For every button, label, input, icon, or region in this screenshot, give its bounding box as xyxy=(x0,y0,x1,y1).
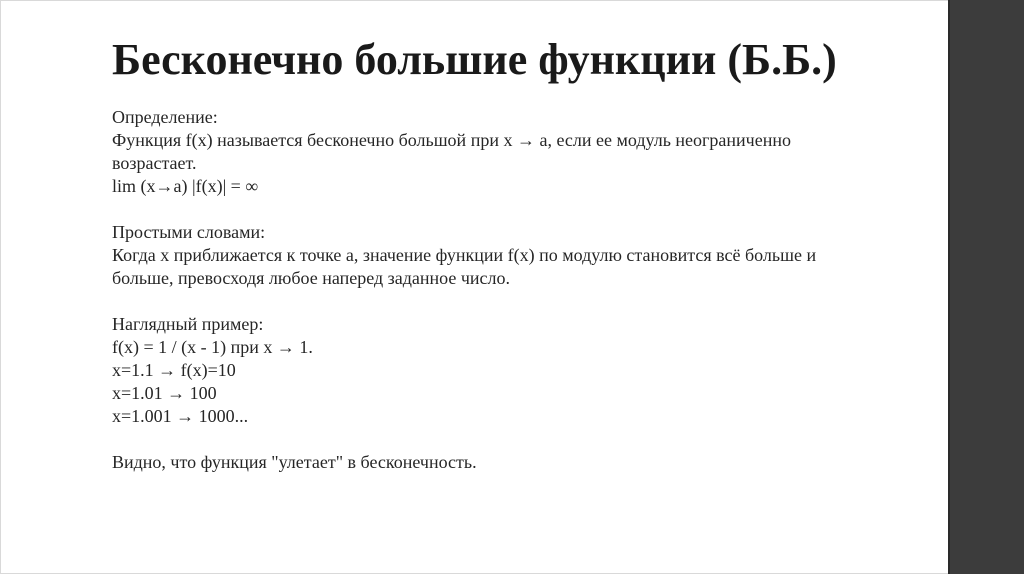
definition-formula: lim (x→a) |f(x)| = ∞ xyxy=(112,176,259,196)
slide-border-top xyxy=(0,0,950,1)
side-bar xyxy=(950,0,1024,574)
simple-heading: Простыми словами: xyxy=(112,222,266,242)
conclusion-text: Видно, что функция "улетает" в бесконечность. xyxy=(112,452,477,472)
example-line-3: x=1.01 → 100 xyxy=(112,383,217,403)
example-line-2: x=1.1 → f(x)=10 xyxy=(112,360,236,380)
spacer xyxy=(112,428,932,451)
definition-text-line-1: Функция f(x) называется бесконечно большой при x → a, если ее модуль неограниченно xyxy=(112,130,791,150)
simple-text-line-2: больше, превосходя любое наперед заданное число. xyxy=(112,268,510,288)
slide-body xyxy=(112,106,932,474)
example-heading: Наглядный пример: xyxy=(112,314,264,334)
definition-heading: Определение: xyxy=(112,107,218,127)
spacer xyxy=(112,198,932,221)
example-line-1: f(x) = 1 / (x - 1) при x → 1. xyxy=(112,337,313,357)
slide-border-left xyxy=(0,0,1,574)
example-line-4: x=1.001 → 1000... xyxy=(112,406,249,426)
spacer xyxy=(112,290,932,313)
slide-title: Бесконечно большие функции (Б.Б.) xyxy=(112,35,837,84)
simple-text-line-1: Когда x приближается к точке a, значение функции f(x) по модулю становится всё больше и xyxy=(112,245,817,265)
definition-text-line-2: возрастает. xyxy=(112,153,197,173)
